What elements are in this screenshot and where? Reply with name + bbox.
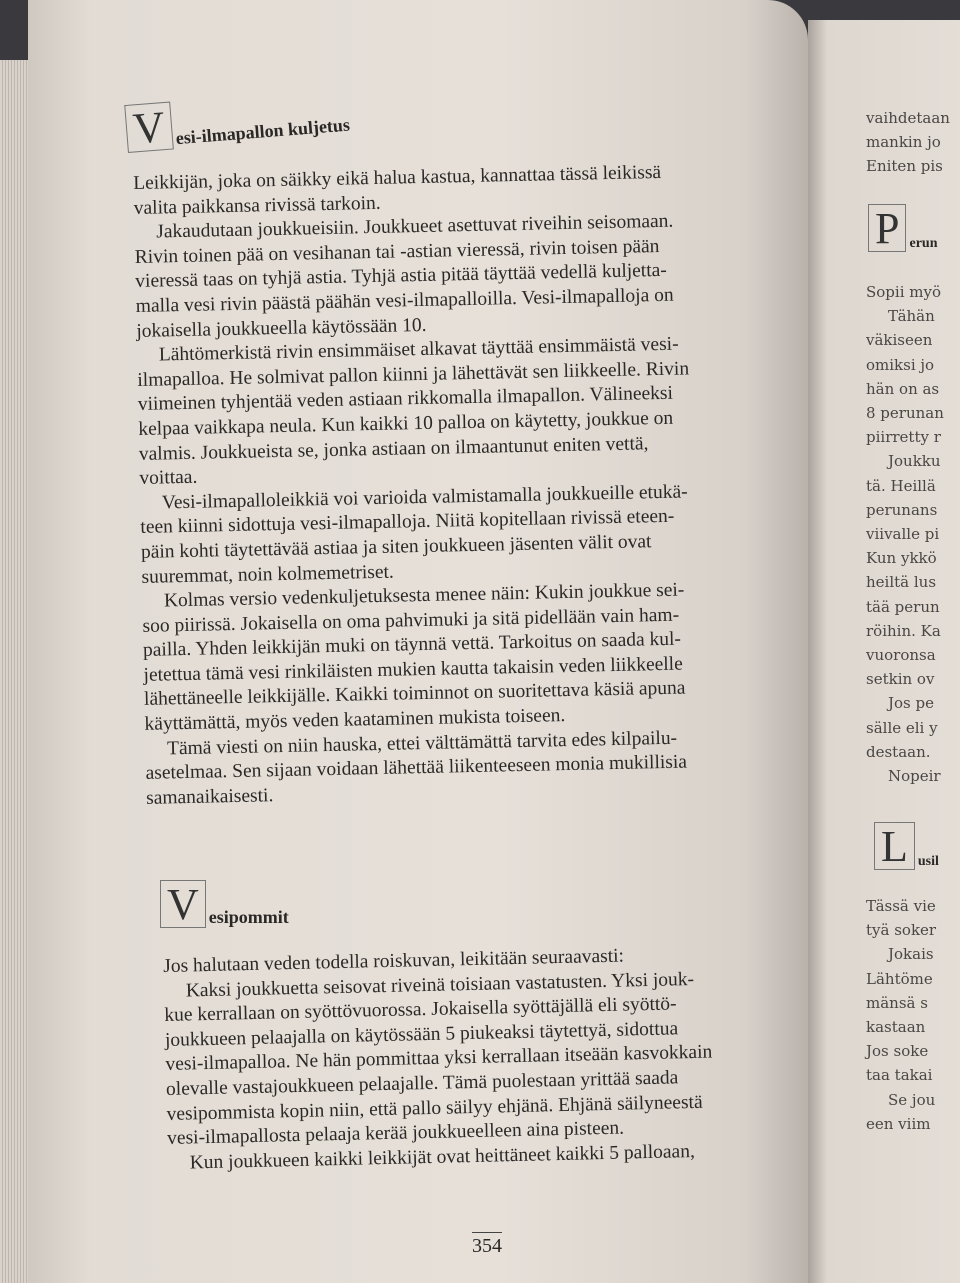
text-line: pailla. Yhden leikkijän muki on täynnä vettä. Tarkoitus on saada kul- xyxy=(142,628,682,662)
text-line: 8 perunan xyxy=(866,404,944,423)
text-line: viivalle pi xyxy=(866,525,940,544)
text-line: olevalle vastajoukkueen pelaajalle. Tämä puolestaan yrittää saada xyxy=(165,1067,679,1100)
text-line: vaihdetaan xyxy=(866,109,950,127)
text-line: malla vesi rivin päästä päähän vesi-ilmapalloilla. Vesi-ilmapalloja on xyxy=(135,284,674,317)
text-line: suuremmat, noin kolmemetriset. xyxy=(141,561,395,588)
text-line: Rivin toinen pää on vesihanan tai -astian vieressä, rivin toisen pään xyxy=(134,235,660,268)
text-line: omiksi jo xyxy=(866,355,935,374)
text-line: hän on as xyxy=(866,379,940,398)
text-line: sälle eli y xyxy=(866,718,938,737)
section-heading-p xyxy=(868,204,937,252)
text-line: valita paikkansa rivissä tarkoin. xyxy=(133,192,381,219)
text-line: jetettua tämä vesi rinkiläisten mukien kautta takaisin veden liikkeelle xyxy=(143,653,683,686)
section-title: usil xyxy=(917,854,939,869)
text-line: perunans xyxy=(866,500,938,519)
dropcap: L xyxy=(874,822,915,870)
text-line: Nopeir xyxy=(888,767,941,786)
text-line: Jokais xyxy=(888,945,934,964)
text-line: Jos pe xyxy=(888,694,934,713)
text-line: ilmapalloa. He solmivat pallon kiinni ja lähettävät sen liikkeelle. Rivin xyxy=(137,358,690,391)
text-line: Kun ykkö xyxy=(866,549,937,568)
text-line: Vesi-ilmapalloleikkiä voi varioida valmistamalla joukkueille etukä- xyxy=(161,481,688,514)
text-line: asetelmaa. Sen sijaan voidaan lähettää liikenteeseen monia mukillisia xyxy=(145,751,688,785)
text-line: viimeinen tyhjentää veden astiaan rikkomalla ilmapallon. Välineeksi xyxy=(137,383,674,416)
section-title: esi-ilmapallon kuljetus xyxy=(174,114,351,149)
text-line: kue kerrallaan on syöttövuorossa. Jokaisella syöttäjällä eli syöttö- xyxy=(164,993,677,1027)
text-line: destaan. xyxy=(866,742,931,761)
text-line: väkiseen xyxy=(866,331,933,350)
text-line: vuoronsa xyxy=(866,646,936,665)
text-line: mänsä s xyxy=(866,993,928,1012)
text-line: röihin. Ka xyxy=(866,621,941,640)
text-line: Sopii myö xyxy=(866,283,941,301)
text-line: vieressä taas on tyhjä astia. Tyhjä astia pitää täyttää vedellä kuljetta- xyxy=(135,260,668,293)
text-line: soo piirissä. Jokaisella on oma pahvimuki ja sitä pidellään vain ham- xyxy=(142,604,680,637)
right-page-section-p-body xyxy=(866,280,944,788)
text-line: heiltä lus xyxy=(866,573,937,592)
dropcap: V xyxy=(160,880,206,928)
text-line: vesi-ilmapalloa. Ne hän pommittaa yksi kerrallaan itseään kasvokkain xyxy=(165,1041,713,1076)
text-line: Lähtömerkistä rivin ensimmäiset alkavat täyttää ensimmäistä vesi- xyxy=(158,333,679,366)
text-line: valmis. Joukkueista se, jonka astiaan on ilmaantunut eniten vettä, xyxy=(138,432,649,465)
text-line: lähettäneelle leikkijälle. Kaikki toiminnot on suoritettava käsiä apuna xyxy=(143,678,686,711)
right-page-top-lines xyxy=(866,106,950,179)
section-1-body xyxy=(133,160,698,811)
text-line: käyttämättä, myös veden kaataminen mukista toiseen. xyxy=(144,705,566,735)
text-line: jokaisella joukkueella käytössään 10. xyxy=(136,314,427,342)
section-title: erun xyxy=(909,236,938,251)
text-line: Eniten pis xyxy=(866,157,943,176)
section-2-body xyxy=(163,943,715,1177)
text-line: een viim xyxy=(866,1114,931,1133)
text-line: tyä soker xyxy=(866,921,937,940)
text-line: kelpaa vaikkapa neula. Kun kaikki 10 palloa on käytetty, joukkue on xyxy=(138,407,674,440)
text-line: tä. Heillä xyxy=(866,476,936,495)
section-title: esipommit xyxy=(208,907,289,927)
text-line: teen kiinni sidottuja vesi-ilmapalloja. Niitä kopitellaan rivissä eteen- xyxy=(140,506,675,539)
text-line: Se jou xyxy=(888,1090,936,1109)
text-line: Kolmas versio vedenkuljetuksesta menee näin: Kukin joukkue sei- xyxy=(163,579,685,612)
text-line: samanaikaisesti. xyxy=(145,785,274,809)
text-line: voittaa. xyxy=(139,466,198,490)
text-line: Kaksi joukkuetta seisovat riveinä toisiaan vastatusten. Yksi jouk- xyxy=(185,968,695,1002)
text-line: Kun joukkueen kaikki leikkijät ovat heittäneet kaikki 5 palloaan, xyxy=(189,1140,696,1174)
text-line: Jos soke xyxy=(866,1042,929,1061)
text-line: Tässä vie xyxy=(866,897,936,915)
text-line: Tämä viesti on niin hauska, ettei välttämättä tarvita edes kilpailu- xyxy=(166,727,678,760)
section-heading-l xyxy=(874,822,939,870)
text-line: kastaan xyxy=(866,1018,926,1037)
text-line: vesipommista kopin niin, että pallo säilyy ehjänä. Ehjänä säilyneestä xyxy=(166,1091,703,1125)
text-line: Lähtöme xyxy=(866,969,933,988)
text-line: joukkueen pelaajalla on käytössään 5 piukeaksi täytettyä, sidottua xyxy=(164,1018,679,1051)
dropcap: V xyxy=(124,102,173,153)
text-line: Joukku xyxy=(888,452,941,471)
text-line: tää perun xyxy=(866,597,940,616)
text-line: päin kohti täytettävää astiaa ja siten joukkueen jäsenten välit ovat xyxy=(140,531,652,563)
text-line: taa takai xyxy=(866,1066,933,1085)
dropcap: P xyxy=(868,204,906,252)
text-line: setkin ov xyxy=(866,670,935,689)
text-line: Jos halutaan veden todella roiskuvan, leikitään seuraavasti: xyxy=(163,945,625,977)
text-line: Tähän xyxy=(888,307,935,326)
text-line: piirretty r xyxy=(866,428,941,447)
text-line: mankin jo xyxy=(866,133,941,152)
page-number: 354 xyxy=(472,1232,502,1258)
right-page-section-l-body xyxy=(866,894,936,1136)
text-line: Jakaudutaan joukkueisiin. Joukkueet asettuvat riveihin seisomaan. xyxy=(156,210,674,243)
section-heading-vesipommit xyxy=(160,880,289,928)
text-line: vesi-ilmapallosta pelaaja kerää joukkueelleen aina pisteen. xyxy=(166,1117,625,1150)
text-line: Leikkijän, joka on säikky eikä halua kastua, kannattaa tässä leikissä xyxy=(133,161,662,194)
